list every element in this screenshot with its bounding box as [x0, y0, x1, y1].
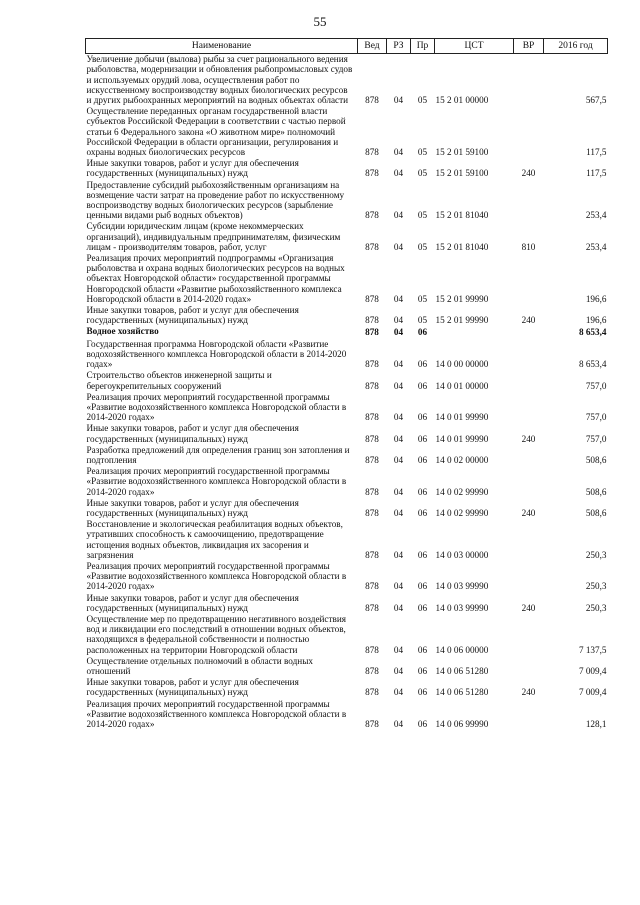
column-header-name: Наименование: [86, 39, 358, 54]
row-cst-cell: 14 0 02 99990: [435, 486, 489, 497]
row-name-cell: Иные закупки товаров, работ и услуг для обеспечения государственных (муниципальных) нужд: [86, 677, 299, 698]
row-amount-cell: 508,6: [585, 454, 607, 465]
row-rz-cell: 04: [393, 241, 404, 252]
row-name-cell: Реализация прочих мероприятий государственной программы «Развитие водохозяйственного комплекса Новгородской области в 2014-2020 годах»: [86, 560, 347, 592]
row-ved-cell: 878: [365, 581, 379, 592]
row-pr-cell: 05: [417, 315, 428, 326]
row-cst-cell: 14 0 06 00000: [435, 644, 489, 655]
row-name-cell: Реализация прочих мероприятий подпрограммы «Организация рыболовства и охрана водных биологических ресурсов на водных объектах Новгородской области» государственной программы Новгородской области «Развитие рыбохозяйственного комплекса Новгородской области в 2014-2020 годах»: [86, 253, 345, 304]
row-vr-cell: [514, 699, 544, 731]
row-name-cell: Иные закупки товаров, работ и услуг для обеспечения государственных (муниципальных) нужд: [86, 592, 299, 613]
row-amount-cell: 196,6: [585, 315, 607, 326]
row-cst-cell: 14 0 06 51280: [435, 687, 489, 698]
row-vr-cell: [514, 614, 544, 656]
row-name-cell: Иные закупки товаров, работ и услуг для обеспечения государственных (муниципальных) нужд: [86, 158, 299, 179]
row-name-cell: Реализация прочих мероприятий государственной программы «Развитие водохозяйственного комплекса Новгородской области в 2014-2020 годах»: [86, 391, 347, 423]
row-vr-cell: [514, 519, 544, 561]
row-amount-cell: 128,1: [585, 719, 607, 729]
table-header-row: [86, 39, 608, 54]
row-amount-cell: 8 653,4: [578, 327, 607, 338]
row-ved-cell: 878: [365, 602, 379, 613]
row-rz-cell: 04: [393, 486, 404, 497]
column-header-ved: Вед: [358, 39, 387, 54]
row-name-cell: Государственная программа Новгородской области «Развитие водохозяйственного комплекса Новгородской области в 2014-2020 годах»: [86, 338, 347, 370]
row-cst-cell: 14 0 03 99990: [435, 581, 489, 592]
row-vr-cell: 810: [521, 241, 536, 252]
row-ved-cell: 878: [365, 412, 379, 423]
row-pr-cell: 06: [417, 412, 428, 423]
row-vr-cell: 240: [521, 168, 536, 179]
row-amount-cell: 508,6: [585, 507, 607, 518]
row-pr-cell: 05: [417, 147, 428, 158]
row-name-cell: Реализация прочих мероприятий государственной программы «Развитие водохозяйственного комплекса Новгородской области в 2014-2020 годах»: [86, 698, 347, 729]
row-name-cell: Осуществление мер по предотвращению негативного воздействия вод и ликвидации его последствий в отношении водных объектов, находящихся в федеральной собственности и полностью расположенных на территории Новгородской области: [86, 613, 347, 655]
row-name-cell: Реализация прочих мероприятий государственной программы «Развитие водохозяйственного комплекса Новгородской области в 2014-2020 годах»: [86, 466, 347, 497]
row-rz-cell: 04: [393, 95, 404, 106]
row-rz-cell: 04: [393, 168, 404, 179]
table-row: [86, 158, 608, 179]
row-rz-cell: 04: [393, 412, 404, 423]
table-row: [86, 305, 608, 326]
row-vr-cell: [514, 561, 544, 593]
row-pr-cell: 06: [417, 665, 428, 676]
table-row: [86, 54, 608, 107]
row-name-cell: Предоставление субсидий рыбохозяйственным организациям на возмещение части затрат на проведение работ по искусственному воспроизводству водных биологических ресурсов (зарыбление ценными видами рыб водных объектов): [86, 179, 345, 221]
row-ved-cell: 878: [365, 665, 379, 676]
row-name-cell: Субсидии юридическим лицам (кроме некоммерческих организаций), индивидуальным предпринимателям, физическим лицам - производителям товаров, работ, услуг: [86, 221, 341, 252]
row-amount-cell: 8 653,4: [578, 359, 607, 370]
table-row: [86, 466, 608, 498]
page-number: 55: [313, 14, 327, 29]
row-amount-cell: 757,0: [585, 380, 607, 391]
row-vr-cell: [514, 466, 544, 498]
row-cst-cell: 15 2 01 99990: [435, 293, 489, 304]
row-amount-cell: 757,0: [585, 412, 607, 423]
row-pr-cell: 06: [417, 359, 428, 370]
row-cst-cell: 14 0 06 51280: [435, 665, 489, 676]
row-amount-cell: 250,3: [585, 581, 607, 592]
row-ved-cell: 878: [365, 380, 379, 391]
row-ved-cell: 878: [365, 147, 379, 158]
table-row: [86, 392, 608, 424]
table-row: [86, 656, 608, 677]
table-row: [86, 339, 608, 371]
row-vr-cell: [514, 180, 544, 222]
row-rz-cell: 04: [393, 210, 404, 221]
table-row: [86, 614, 608, 656]
row-pr-cell: 05: [417, 293, 428, 304]
row-cst-cell: 15 2 01 59100: [435, 147, 489, 158]
row-rz-cell: 04: [393, 380, 404, 391]
row-pr-cell: 06: [417, 581, 428, 592]
row-pr-cell: 05: [417, 95, 428, 106]
row-amount-cell: 250,3: [585, 549, 607, 560]
row-vr-cell: 240: [521, 433, 536, 444]
table-row: [86, 423, 608, 444]
row-rz-cell: 04: [393, 581, 404, 592]
row-rz-cell: 04: [393, 454, 404, 465]
row-rz-cell: 04: [393, 315, 404, 326]
row-vr-cell: [514, 656, 544, 677]
row-name-cell: Восстановление и экологическая реабилитация водных объектов, утративших способность к самоочищению, предотвращение истощения водных объектов, ликвидация их засорения и загрязнения: [86, 519, 343, 560]
row-amount-cell: 757,0: [585, 433, 607, 444]
row-vr-cell: [514, 106, 544, 158]
row-pr-cell: 06: [417, 507, 428, 518]
row-pr-cell: 06: [417, 486, 428, 497]
row-amount-cell: 196,6: [585, 293, 607, 304]
row-ved-cell: 878: [365, 549, 379, 560]
row-cst-cell: 14 0 03 99990: [435, 602, 489, 613]
row-pr-cell: 06: [417, 433, 428, 444]
row-ved-cell: 878: [365, 507, 379, 518]
row-vr-cell: [514, 445, 544, 466]
row-pr-cell: 05: [417, 168, 428, 179]
row-cst-cell: 14 0 06 99990: [435, 719, 489, 729]
table-body: [86, 54, 608, 731]
row-vr-cell: 240: [521, 602, 536, 613]
row-pr-cell: 06: [417, 719, 428, 729]
table-row: [86, 699, 608, 731]
row-ved-cell: 878: [365, 241, 379, 252]
row-pr-cell: 06: [417, 549, 428, 560]
row-amount-cell: 508,6: [585, 486, 607, 497]
row-cst-cell: 15 2 01 99990: [435, 315, 489, 326]
row-rz-cell: 04: [393, 327, 404, 338]
row-amount-cell: 253,4: [585, 241, 607, 252]
row-ved-cell: 878: [365, 486, 379, 497]
column-header-rz: РЗ: [387, 39, 411, 54]
table-row: [86, 180, 608, 222]
row-vr-cell: 240: [521, 687, 536, 698]
row-vr-cell: 240: [521, 507, 536, 518]
row-cst-cell: 14 0 01 99990: [435, 433, 489, 444]
row-pr-cell: 05: [417, 210, 428, 221]
table-row: [86, 370, 608, 391]
row-pr-cell: 05: [417, 241, 428, 252]
row-cst-cell: 15 2 01 81040: [435, 241, 489, 252]
row-vr-cell: [514, 253, 544, 305]
row-amount-cell: 117,5: [586, 147, 607, 158]
row-rz-cell: 04: [393, 644, 404, 655]
row-name-cell: Иные закупки товаров, работ и услуг для обеспечения государственных (муниципальных) нужд: [86, 497, 299, 518]
row-vr-cell: [514, 54, 544, 107]
row-cst-cell: 14 0 02 99990: [435, 507, 489, 518]
row-ved-cell: 878: [365, 719, 379, 729]
row-cst-cell: 14 0 00 00000: [435, 359, 489, 370]
row-name-cell: Разработка предложений для определения границ зон затопления и подтопления: [86, 444, 350, 465]
row-vr-cell: [514, 339, 544, 371]
row-pr-cell: 06: [417, 327, 428, 338]
row-ved-cell: 878: [365, 327, 379, 338]
row-rz-cell: 04: [393, 359, 404, 370]
row-rz-cell: 04: [393, 549, 404, 560]
row-ved-cell: 878: [365, 359, 379, 370]
table-row: [86, 498, 608, 519]
row-cst-cell: 15 2 01 81040: [435, 210, 489, 221]
row-ved-cell: 878: [365, 687, 379, 698]
row-name-cell: Иные закупки товаров, работ и услуг для обеспечения государственных (муниципальных) нужд: [86, 423, 299, 444]
row-name-cell: Увеличение добычи (вылова) рыбы за счет рационального ведения рыболовства, модернизации и обновления рыбопромысловых судов и используемых орудий лова, осуществления работ по искусственному воспроизводству водных биологических ресурсов и других рыбоохранных мероприятий на водных объектах области: [86, 54, 353, 106]
row-cst-cell: [435, 326, 514, 338]
row-pr-cell: 06: [417, 644, 428, 655]
row-ved-cell: 878: [365, 433, 379, 444]
row-ved-cell: 878: [365, 644, 379, 655]
row-amount-cell: 250,3: [585, 602, 607, 613]
row-rz-cell: 04: [393, 602, 404, 613]
row-rz-cell: 04: [393, 507, 404, 518]
row-ved-cell: 878: [365, 168, 379, 179]
row-amount-cell: 7 137,5: [578, 644, 607, 655]
row-vr-cell: 240: [521, 315, 536, 326]
row-pr-cell: 06: [417, 602, 428, 613]
row-amount-cell: 7 009,4: [578, 665, 607, 676]
row-cst-cell: 14 0 02 00000: [435, 454, 489, 465]
table-row: [86, 677, 608, 698]
row-cst-cell: 14 0 01 99990: [435, 412, 489, 423]
column-header-pr: Пр: [411, 39, 435, 54]
budget-table: [85, 38, 608, 730]
row-amount-cell: 117,5: [586, 168, 607, 179]
row-name-cell: Водное хозяйство: [86, 326, 159, 337]
row-vr-cell: [514, 392, 544, 424]
table-row: [86, 326, 608, 338]
table-row: [86, 445, 608, 466]
row-rz-cell: 04: [393, 293, 404, 304]
row-ved-cell: 878: [365, 95, 379, 106]
row-name-cell: Строительство объектов инженерной защиты и берегоукрепительных сооружений: [86, 370, 272, 391]
table-row: [86, 253, 608, 305]
row-amount-cell: 7 009,4: [578, 687, 607, 698]
row-pr-cell: 06: [417, 454, 428, 465]
row-pr-cell: 06: [417, 380, 428, 391]
row-amount-cell: 567,5: [585, 95, 607, 106]
row-cst-cell: 14 0 03 00000: [435, 549, 489, 560]
table-row: [86, 593, 608, 614]
row-ved-cell: 878: [365, 315, 379, 326]
row-ved-cell: 878: [365, 210, 379, 221]
table-row: [86, 561, 608, 593]
row-rz-cell: 04: [393, 687, 404, 698]
row-ved-cell: 878: [365, 293, 379, 304]
row-vr-cell: [514, 370, 544, 391]
row-cst-cell: 15 2 01 59100: [435, 168, 489, 179]
row-ved-cell: 878: [365, 454, 379, 465]
row-cst-cell: 15 2 01 00000: [435, 95, 489, 106]
row-name-cell: Осуществление отдельных полномочий в области водных отношений: [86, 655, 313, 676]
row-rz-cell: 04: [393, 665, 404, 676]
table-row: [86, 221, 608, 253]
row-rz-cell: 04: [393, 147, 404, 158]
row-amount-cell: 253,4: [585, 210, 607, 221]
row-rz-cell: 04: [393, 433, 404, 444]
row-vr-cell: [514, 326, 544, 338]
column-header-year: 2016 год: [544, 39, 608, 54]
column-header-cst: ЦСТ: [435, 39, 514, 54]
row-cst-cell: 14 0 01 00000: [435, 380, 489, 391]
table-row: [86, 519, 608, 561]
row-rz-cell: 04: [393, 719, 404, 729]
row-pr-cell: 06: [417, 687, 428, 698]
row-name-cell: Иные закупки товаров, работ и услуг для обеспечения государственных (муниципальных) нужд: [86, 305, 299, 326]
row-name-cell: Осуществление переданных органам государственной власти субъектов Российской Федерации в соответствии с частью первой статьи 6 Федерального закона «О животном мире» полномочий Российской Федерации в области организации, регулирования и охраны водных биологических ресурсов: [86, 106, 346, 158]
table-row: [86, 106, 608, 158]
column-header-vr: ВР: [514, 39, 544, 54]
